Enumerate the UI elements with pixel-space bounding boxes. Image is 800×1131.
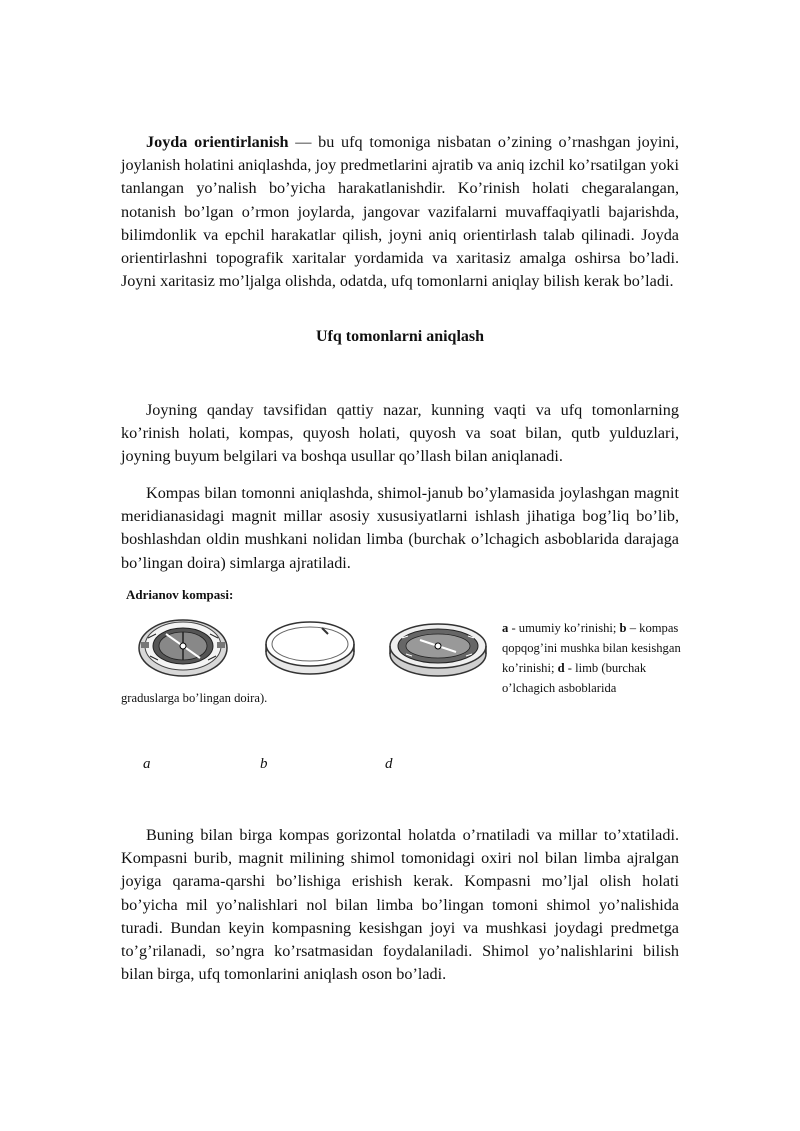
caption-key-a: a: [502, 621, 509, 635]
figure-label-a: a: [143, 756, 151, 772]
section-heading: Ufq tomonlarni aniqlash: [315, 328, 485, 345]
figure-caption: [502, 618, 682, 698]
caption-text-a: - umumiy ko’rinishi;: [508, 621, 620, 635]
paragraph-1: Joyning qanday tavsifidan qattiy nazar, kunning vaqti va ufq tomonlarning ko’rinish holati, kompas, quyosh holati, quyosh va soat bilan, qutb yulduzlari, joyning buyum belgilari va boshqa usullar qo’llash bilan aniqlanadi.: [121, 401, 679, 466]
paragraph-2: Kompas bilan tomonni aniqlashda, shimol-janub bo’ylamasida joylashgan magnit meridianasidagi magnit millar asosiy xususiyatlarni ishlash jihatiga bog’liq bo’lib, boshlashdan oldin mushkani nolidan limba (burchak o’lchagich asboblarida darajaga bo’lingan doira) simlarga ajratiladi.: [121, 484, 679, 572]
compass-lid-image: [262, 614, 358, 678]
caption-key-b: b: [619, 621, 627, 635]
compass-limb-image: [386, 614, 490, 680]
figure-label-d: d: [385, 756, 393, 772]
intro-text: — bu ufq tomoniga nisbatan o’zining o’rnashgan joyini, joylanish holatini aniqlashda, joy predmetlarini ajratib va aniq izchil ko’rsatilgan yoki tanlangan yo’nalish bo’yicha harakatlanishdir. Ko’rinish holati chegaralangan, notanish bo’lgan o’rmon joylarda, jangovar vazifalarni muvaffaqiyatli bajarishda, bilimdonlik va epchil harakatlar qilish, joyni aniq orientirlash talab qilinadi. Joyda orientirlashni topografik xaritalar yordamida va xaritasiz amalga oshirsa bo’ladi. Joyni xaritasiz mo’ljalga olishda, odatda, ufq tomonlarni aniqlay bilish kerak bo’ladi.: [121, 133, 679, 291]
caption-text-d: - limb (burchak o’lchagich asboblarida: [502, 661, 647, 695]
figure-title: Adrianov kompasi:: [126, 587, 234, 602]
intro-paragraph: [121, 131, 679, 293]
figure-label-b: b: [260, 756, 268, 772]
caption-key-d: d: [557, 661, 565, 675]
compass-general-view-image: [136, 612, 230, 680]
intro-bold-term: Joyda orientirlanish: [146, 133, 289, 151]
figure-caption-continuation: graduslarga bo’lingan doira).: [121, 691, 268, 705]
paragraph-3: Buning bilan birga kompas gorizontal holatda o’rnatiladi va millar to’xtatiladi. Kompasni burib, magnit milining shimol tomonidagi oxiri nol bilan limba ajralgan joyiga qarama-qarshi bo’lishiga erishish kerak. Kompasni mo’ljal olish holati bo’yicha mil yo’nalishlari nol bilan limba bo’lingan tomoni shimol yo’nalishida turadi. Bundan keyin kompasning kesishgan joyi va mushkasi joydagi predmetga to’g’rilanadi, so’ngra ko’rsatmasidan foydalaniladi. Shimol yo’nalishlarini bilish bilan birga, ufq tomonlarini aniqlash oson bo’ladi.: [121, 826, 679, 984]
caption-text-b: – kompas qopqog’ini mushka bilan kesishgan ko’rinishi;: [502, 621, 681, 675]
